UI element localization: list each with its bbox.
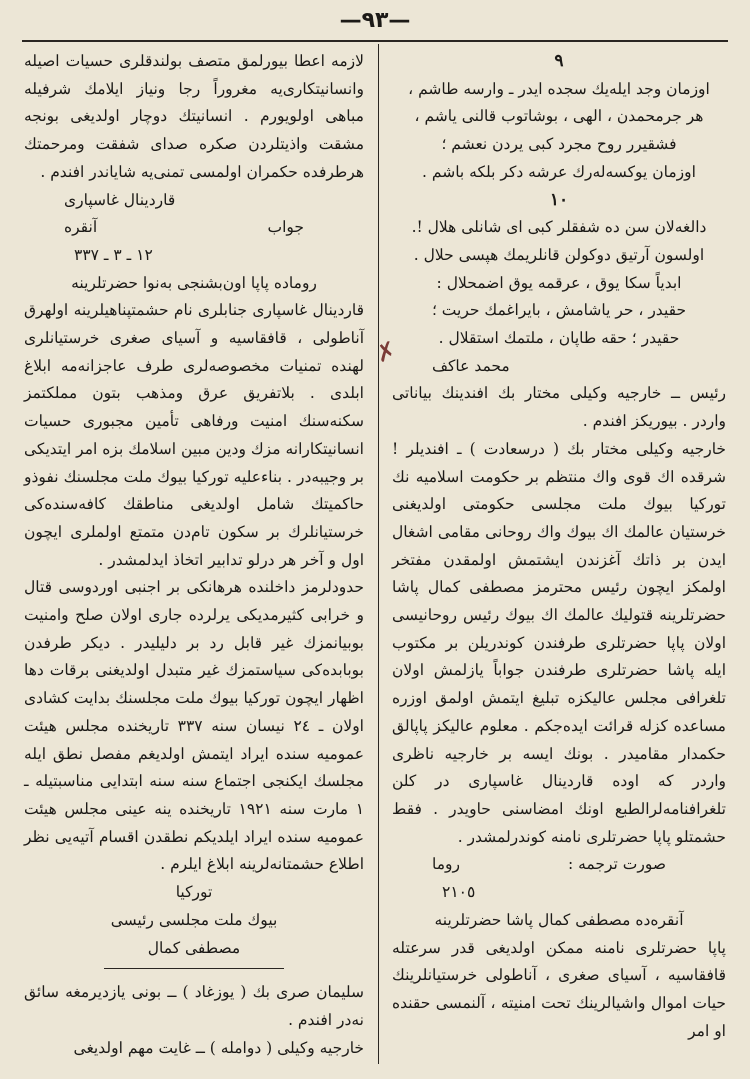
minister-speech: خارجیه وکیلی مختار بك ( درسعادت ) ـ افندیلر ! شرقده اك قوی واك منتظم بر حکومت اسلامیه نك تورکیا بیوك ملت مجلسی حکومتی اولدیغنی خرستیان عالمك اك بیوك واك روحانی مقامی اشغال ایدن بر ذاتك آغزندن ایشتمش اولمقدن مفتخر اولمکز ایچون رئیس محترمز مصطفی کمال پاشا حضرتلرینه قتولیك عالمك اك بیوك رئیس روحانیسی اولان پاپا حضرتلری طرفندن کوندریلن بر مکتوب ایله پاشا حضرتلری طرفندن جواباً یازلمش اولان تلغرافی مجلس عالیکزه تبلیغ ایتمش اولمق اوزره مساعده کزله قرائت ایده‌جکم . معلوم عالیکز پاپالق حکمدار مقامیدر . بونك ایسه بر خارجیه ناظری واردر که اوده قاردینال غاسپاری در کلن تلغرافنامه‌لرالطبع اونك امضاسنی حاویدر . فقط حشمتلو پاپا حضرتلری نامنه کوندرلمشدر . (392, 439, 726, 846)
column-rule (378, 44, 379, 1064)
poem (392, 48, 726, 353)
reply-place: آنقره (64, 218, 98, 237)
poem-line: ابدیاً سکا یوق ، عرقمه یوق اضمحلال : (436, 273, 682, 292)
reply-paragraph-1: قاردینال غاسپاری جنابلری نام حشمتپناهیلرینه اولهرق آناطولی ، قافقاسیه و آسیای صغری خرستیانلری لهنده تمنیات مخصوصه‌لری طرف عاجزانه‌مه ابلاغ ابلدی . بلاتفریق عرق ومذهب بتون مملکتمز سکنه‌سنك امنیت ورفاهی تأمین مجبوری حسیات انسانیتکارانه مزك ودین مبین اسلامك بزه امر ایتدیکی بر وجیبه‌در . بناءعلیه تورکیا بیوك ملت مجلسنك نفوذو حاکمیتك شامل اولدیغی مناطقك کافه‌سنده‌کی خرستیانلرك بر سکون تام‌دن متمتع اولملری ایچون اول و آخر هر درلو تدابیر اتخاذ ایدلمشدر . (24, 301, 364, 569)
stanza-number: ١٠ (549, 189, 569, 210)
top-rule (22, 40, 728, 42)
poem-line: فشقیرر روح مجرد کبی یردن نعشم ؛ (441, 135, 677, 154)
poet-signature: محمد عاكف (432, 356, 510, 375)
reply-date: ١٢ ـ ٣ ـ ٣٣٧ (74, 245, 153, 264)
translation-label: صورت ترجمه : (567, 855, 666, 874)
poem-line: اوزمان یوکسه‌له‌رك عرشه دکر بلکه باشم . (422, 162, 696, 181)
reply-label: جواب (267, 218, 304, 237)
left-column (24, 48, 364, 1062)
gasparri-signature: قاردینال غاسپاری (64, 190, 176, 209)
translation-header (392, 851, 726, 879)
minister-continues: خارجیه وکیلی ( دوامله ) ــ غایت مهم اولدیغی (73, 1038, 364, 1057)
signature-president-title: بیوك ملت مجلسی رئیسی (110, 910, 278, 929)
reply-addressee: روماده پاپا اون‌بشنجی به‌نوا حضرتلرینه (71, 273, 317, 292)
section-divider (104, 968, 284, 969)
reply-header (24, 214, 364, 242)
telegram-number: ٢١٠٥ (442, 883, 476, 902)
poem-line: هر جرمحمدن ، الهی ، بوشاتوب قالنی یاشم ، (414, 107, 704, 126)
poem-line: اوزمان وجد ایله‌یك سجده ایدر ـ وارسه طاشم ، (408, 79, 710, 98)
speaker-note: رئیس ــ خارجیه وکیلی مختار بك افندینك بیاناتی واردر . بیوریکز افندم . (392, 384, 726, 431)
signature-turkey: تورکیا (175, 883, 213, 902)
stanza-number: ٩ (554, 51, 564, 71)
poem-line: اولسون آرتیق دوکولن قانلریمك هپسی حلال . (413, 245, 705, 264)
letter-header: آنقره‌ده مصطفی کمال پاشا حضرتلرینه (434, 910, 684, 929)
telegram-place: روما (432, 855, 460, 874)
deputy-question: سلیمان صری بك ( یوزغاد ) ــ بونی یازدیرمغه سائق نه‌در افندم . (24, 983, 364, 1029)
right-column (392, 48, 726, 1045)
poem-line: حقیدر ؛ حقه طاپان ، ملتمك استقلال . (438, 329, 680, 348)
letter-body: پاپا حضرتلری نامنه ممکن اولدیغی قدر سرعتله قافقاسیه ، آسیای صغری ، آناطولی خرستیانلرینك حیات اموال واشیالرینك تحت امنیته ، آلنمسی حقنده او امر (392, 938, 726, 1040)
reply-paragraph-2: حدودلرمز داخلنده هرهانکی بر اجنبی اوردوسی قتال و خرابی کثیرمدیکی یرلرده جاری اولان صلح وامنیت بوبیانمزك غیر قابل رد بر دلیلیدر . دیکر طرفدن بوبابده‌کی سیاستمزك غیر متبدل اولدیغنی برقات دها اظهار ایچون تورکیا بیوك ملت مجلسنك بدایت کشادی اولان ـ ٢٤ نیسان سنه ٣٣٧ تاریخنده مجلس هیئت عمومیه سنده ایراد ایتمش اولدیغم مفصل نطق ایله مجلسك ایکنجی اجتماع سنه سنه ابتدایی مناسبتیله ـ ١ مارت سنه ١٩٢١ تاریخنده ینه عینی مجلس هیئت عمومیه سنده ایراد ایلدیکم نطقدن اقسام آتیه‌یی نظر اطلاع حشمتانه‌لرینه ابلاغ ایلرم . (24, 578, 365, 874)
signature-mustafa-kemal: مصطفی کمال (147, 938, 241, 957)
poem-line: حقیدر ، حر یاشامش ، بایراغمك حریت ؛ (431, 301, 687, 320)
poem-line: دالغه‌لان سن ده شفقلر کبی ای شانلی هلال !. (411, 218, 707, 237)
page-number: —٩٣— (339, 8, 411, 33)
letter-closing: لازمه اعطا بیورلمق متصف بولندقلری حسیات اصیله وانسانیتکاری‌یه مغروراً رجا ونیاز ایلامك شرفیله مباهی اولویورم . انسانیتك دوچار اولدیغی بونجه مشقت واذیتلردن صکره صدای شفقت ومرحمتك هرطرفده حکمران اولمسی تمنی‌یه شایاندر افندم . (24, 52, 364, 181)
margin-mark-icon: ✗ (371, 335, 401, 369)
